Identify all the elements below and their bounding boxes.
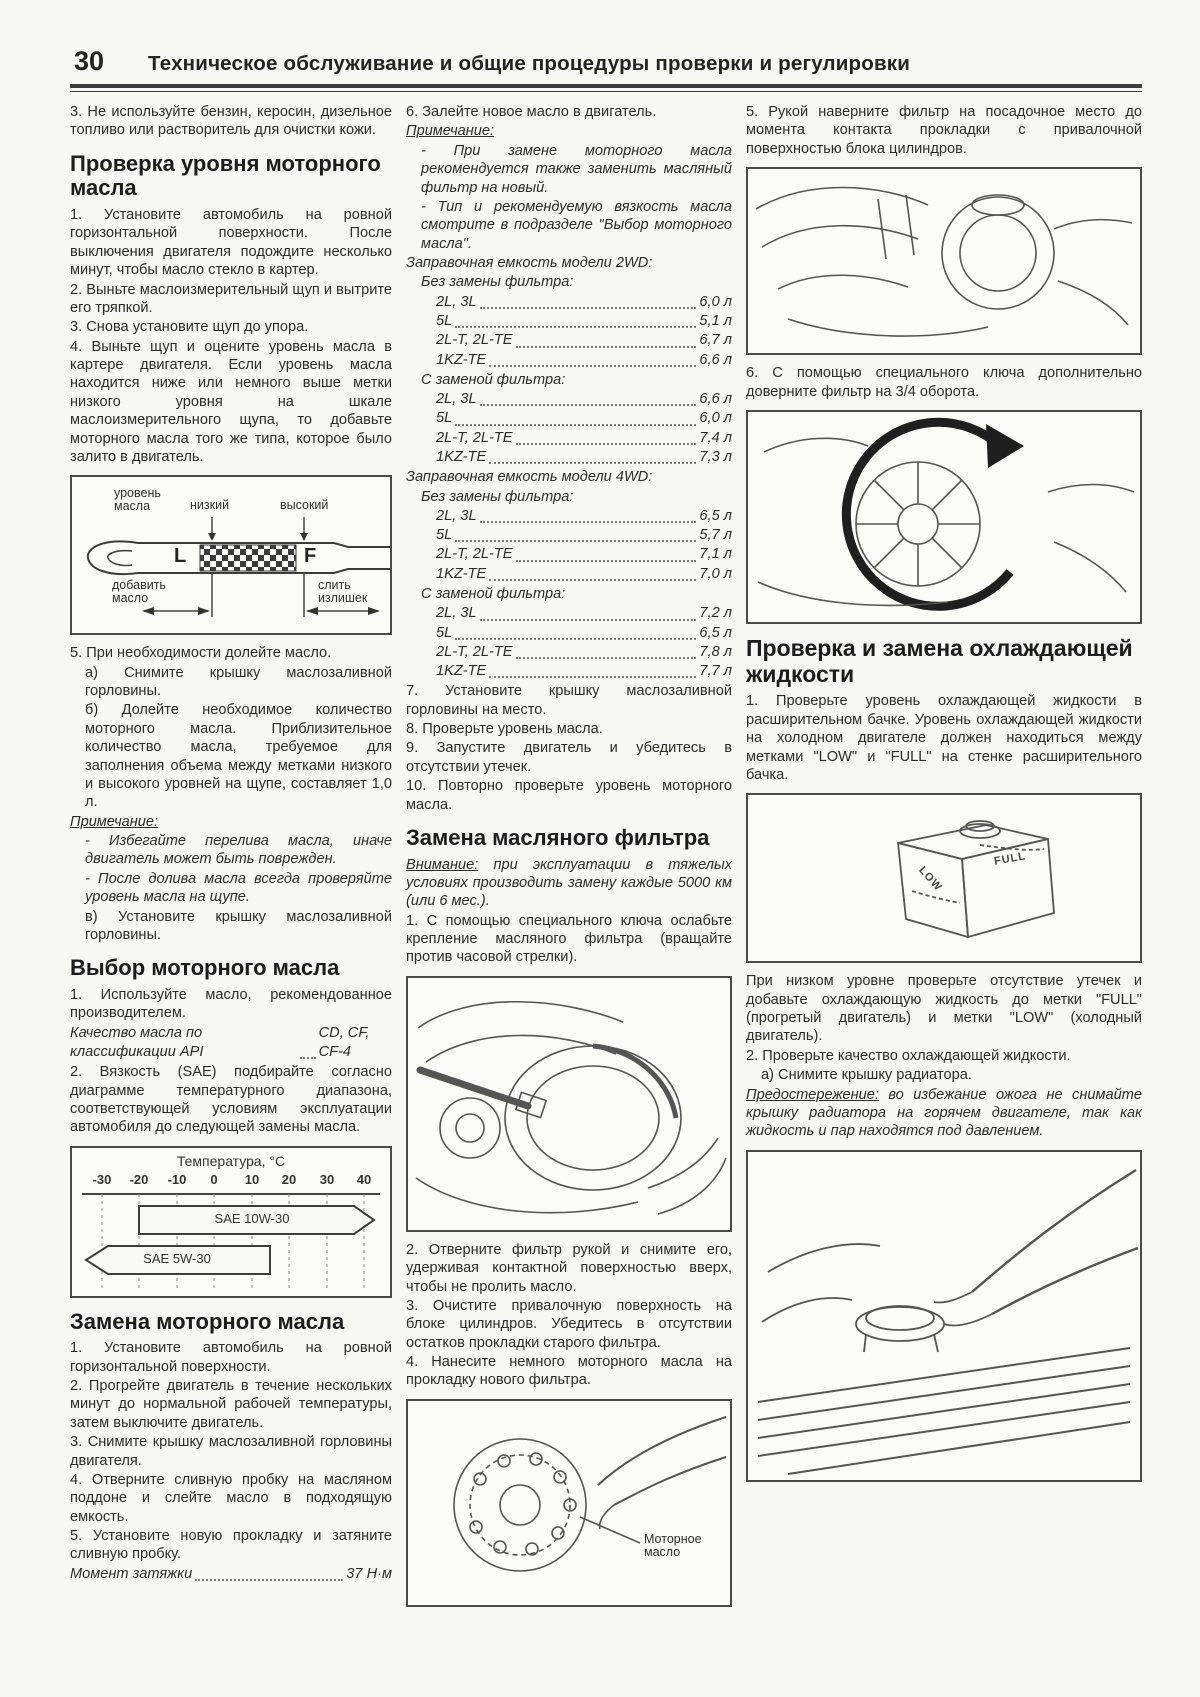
- engine-models: 5L: [436, 624, 453, 641]
- header-rule: [70, 84, 1142, 92]
- page-number: 30: [74, 46, 105, 76]
- caution-text: во избежание ожога не снимайте крышку радиатора на горячем двигателе, так как жидкость и пар находятся под давлением.: [746, 1086, 1142, 1140]
- paragraph: 8. Проверьте уровень масла.: [406, 721, 603, 737]
- paragraph: а) Снимите крышку радиатора.: [761, 1067, 972, 1084]
- x-tick: 0: [210, 1171, 218, 1187]
- dipstick-mark-F: F: [304, 545, 317, 568]
- capacity-row: [406, 312, 732, 331]
- dotted-leader: [516, 443, 697, 445]
- expansion-tank-figure-art: [748, 795, 1140, 961]
- engine-models: 1KZ-TE: [436, 663, 487, 679]
- capacity-subheading: Без замены фильтра:: [421, 488, 574, 505]
- dotted-leader: [489, 462, 696, 464]
- dotted-leader: [516, 346, 697, 348]
- tank-full-mark: FULL: [993, 850, 1027, 868]
- paragraph: 10. Повторно проверьте уровень моторного масла.: [406, 778, 732, 813]
- tank-low-mark: LOW: [916, 864, 945, 894]
- note-item: - При замене моторного масла рекомендуется также заменить масляный фильтр на новый.: [421, 142, 732, 196]
- capacity-row: [406, 331, 732, 350]
- filter-tighten-figure-art: [748, 412, 1140, 622]
- paragraph: 3. Снова установите щуп до упора.: [70, 319, 309, 336]
- capacity-row: [406, 604, 732, 623]
- x-tick: -10: [167, 1171, 187, 1187]
- paragraph: 5. Рукой наверните фильтр на посадочное место до момента контакта прокладки с привалочной поверхностью блока цилиндров.: [746, 104, 1142, 157]
- capacity-row: [406, 662, 732, 681]
- capacity-value: 7,1 л: [699, 546, 732, 563]
- paragraph: 1. Установите автомобиль на ровной горизонтальной поверхности.: [70, 1340, 392, 1375]
- x-tick: 10: [244, 1171, 260, 1187]
- note-label: Примечание:: [406, 123, 495, 140]
- paragraph: 3. Очистите привалочную поверхность на блоке цилиндров. Убедитесь в отсутствии остатков прокладки старого фильтра.: [406, 1297, 732, 1351]
- dotted-leader: [455, 424, 696, 426]
- dotted-leader: [516, 657, 697, 659]
- paragraph: 7. Установите крышку маслозаливной горловины на место.: [406, 683, 732, 718]
- radiator-cap-figure-art: [748, 1152, 1140, 1480]
- dotted-leader: [516, 560, 697, 562]
- capacity-row: [406, 351, 732, 370]
- bar-label-sae-10w30: SAE 10W-30: [214, 1210, 290, 1226]
- capacity-value: 7,0 л: [699, 565, 732, 582]
- section-title-oil-level-check: Проверка уровня моторного масла: [70, 150, 381, 201]
- capacity-subheading: Без замены фильтра:: [421, 274, 574, 291]
- capacity-value: 7,8 л: [699, 643, 732, 660]
- capacity-row: [406, 545, 732, 564]
- page-header: [70, 46, 1142, 84]
- capacity-value: 6,0 л: [699, 410, 732, 427]
- capacity-value: 6,0 л: [699, 293, 732, 310]
- paragraph: 2. Выньте маслоизмерительный щуп и вытрите его тряпкой.: [70, 281, 392, 316]
- dotted-leader: [480, 521, 697, 523]
- engine-models: 5L: [436, 527, 453, 544]
- section-title-oil-change: Замена моторного масла: [70, 1308, 345, 1334]
- expansion-tank-figure: [746, 793, 1142, 963]
- dipstick-high-label: высокий: [280, 498, 329, 513]
- capacity-2wd-title: Заправочная емкость модели 2WD:: [406, 255, 653, 271]
- dotted-leader: [195, 1579, 343, 1581]
- capacity-value: 7,3 л: [699, 448, 732, 465]
- motor-oil-callout: Моторное масло: [644, 1531, 702, 1559]
- capacity-value: 6,6 л: [699, 351, 732, 368]
- section-title-coolant: Проверка и замена охлаждающей жидкости: [746, 634, 1133, 687]
- new-filter-oil-figure: [406, 1399, 732, 1607]
- paragraph: При низком уровне проверьте отсутствие утечек и добавьте охлаждающую жидкость до метки "FULL" (прогретый двигатель) и метки "LOW" (холодный двигатель).: [746, 973, 1142, 1045]
- torque-spec-row: [70, 1565, 392, 1584]
- warning-text: при эксплуатации в тяжелых условиях производить замену каждые 5000 км (или 6 мес.).: [406, 856, 732, 910]
- column-middle: [406, 102, 732, 1616]
- new-filter-oil-figure-art: [408, 1401, 728, 1605]
- section-title-oil-choice: Выбор моторного масла: [70, 955, 340, 981]
- content-columns: [70, 102, 1142, 1616]
- capacity-value: 7,7 л: [699, 663, 732, 679]
- dotted-leader: [300, 1057, 316, 1059]
- filter-seating-figure-art: [748, 169, 1140, 353]
- oil-api-spec-label: Качество масла по классификации API: [70, 1024, 204, 1060]
- engine-models: 2L, 3L: [436, 605, 477, 622]
- engine-models: 5L: [436, 410, 453, 427]
- dotted-leader: [489, 365, 696, 367]
- x-tick: 20: [281, 1171, 297, 1187]
- capacity-value: 5,1 л: [699, 313, 732, 329]
- radiator-cap-figure: [746, 1150, 1142, 1482]
- capacity-value: 6,5 л: [699, 624, 732, 641]
- paragraph: 4. Отверните сливную пробку на масляном поддоне и слейте масло в подходящую емкость.: [70, 1471, 392, 1525]
- viscosity-chart-figure: [70, 1146, 392, 1298]
- dotted-leader: [480, 619, 697, 621]
- engine-models: 1KZ-TE: [436, 565, 487, 582]
- paragraph: 1. Используйте масло, рекомендованное производителем.: [70, 986, 392, 1022]
- oil-api-spec-row: [70, 1024, 392, 1063]
- dotted-leader: [455, 638, 696, 640]
- engine-models: 2L-T, 2L-TE: [436, 429, 513, 446]
- paragraph: 2. Прогрейте двигатель в течение нескольких минут до нормальной рабочей температуры, затем выключите двигатель.: [70, 1378, 392, 1431]
- paragraph: 5. При необходимости долейте масло.: [70, 645, 332, 662]
- dotted-leader: [489, 579, 696, 581]
- capacity-row: [406, 448, 732, 467]
- filter-wrench-figure-art: [408, 978, 728, 1230]
- caution-label: Предостережение:: [746, 1086, 879, 1103]
- paragraph: 3. Не используйте бензин, керосин, дизельное топливо или растворитель для очистки кожи.: [70, 104, 392, 139]
- capacity-row: [406, 526, 732, 545]
- capacity-value: 6,7 л: [699, 332, 732, 349]
- engine-models: 2L, 3L: [436, 391, 477, 408]
- paragraph: 1. Проверьте уровень охлаждающей жидкости в расширительном бачке. Уровень охлаждающей жидкости на холодном двигателе должен находиться между метками "LOW" и "FULL" на стенке расширительного бачка.: [746, 693, 1142, 783]
- paragraph: 6. Залейте новое масло в двигатель.: [406, 104, 657, 120]
- engine-models: 5L: [436, 313, 453, 329]
- capacity-value: 5,7 л: [699, 527, 732, 544]
- section-title-filter-change: Замена масляного фильтра: [406, 824, 710, 850]
- engine-models: 2L, 3L: [436, 507, 477, 524]
- chart-title: Температура, °C: [176, 1152, 286, 1169]
- column-left: [70, 102, 392, 1584]
- paragraph: в) Установите крышку маслозаливной горловины.: [85, 908, 392, 943]
- capacity-row: [406, 624, 732, 643]
- dotted-leader: [489, 676, 696, 678]
- paragraph: 2. Проверьте качество охлаждающей жидкости.: [746, 1047, 1071, 1064]
- capacity-subheading: С заменой фильтра:: [421, 371, 566, 388]
- capacity-value: 7,2 л: [699, 605, 732, 622]
- paragraph: 2. Вязкость (SAE) подбирайте согласно диаграмме температурного диапазона, соответствующей условиям эксплуатации автомобиля до следующей замены масла.: [70, 1064, 392, 1136]
- note-label: Примечание:: [70, 813, 159, 830]
- filter-seating-figure: [746, 167, 1142, 355]
- note-item: - Тип и рекомендуемую вязкость масла смотрите в подразделе "Выбор моторного масла".: [421, 198, 732, 252]
- capacity-row: [406, 643, 732, 662]
- dotted-leader: [455, 540, 696, 542]
- oil-api-spec-value: CD, CF, CF-4: [318, 1024, 370, 1060]
- torque-value: 37 Н·м: [346, 1565, 392, 1582]
- capacity-row: [406, 390, 732, 409]
- note-item: - Избегайте перелива масла, иначе двигатель может быть поврежден.: [85, 833, 392, 868]
- capacity-row: [406, 565, 732, 584]
- dipstick-drain-label: слить излишек: [318, 578, 368, 606]
- x-tick: 40: [356, 1171, 372, 1187]
- warning-label: Внимание:: [406, 856, 479, 873]
- dipstick-add-label: добавить масло: [112, 578, 166, 606]
- bar-label-sae-5w30: SAE 5W-30: [143, 1250, 211, 1266]
- engine-models: 2L-T, 2L-TE: [436, 643, 513, 660]
- filter-wrench-figure: [406, 976, 732, 1232]
- capacity-value: 6,6 л: [699, 391, 732, 408]
- dipstick-low-label: низкий: [190, 498, 230, 513]
- paragraph: 1. Установите автомобиль на ровной горизонтальной поверхности. После выключения двигателя подождите несколько минут, чтобы масло стекло в картер.: [70, 207, 392, 279]
- capacity-row: [406, 293, 732, 312]
- capacity-subheading: С заменой фильтра:: [421, 585, 566, 602]
- x-tick: 30: [319, 1171, 335, 1187]
- dotted-leader: [480, 307, 697, 309]
- column-right: [746, 102, 1142, 1491]
- dipstick-mark-L: L: [174, 545, 187, 568]
- paragraph: а) Снимите крышку маслозаливной горловины.: [85, 664, 392, 699]
- capacity-row: [406, 409, 732, 428]
- capacity-value: 7,4 л: [699, 429, 732, 446]
- engine-models: 2L, 3L: [436, 293, 477, 310]
- dotted-leader: [480, 404, 697, 406]
- filter-tighten-figure: [746, 410, 1142, 624]
- paragraph: б) Долейте необходимое количество моторного масла. Приблизительное количество масла, требуемое для заполнения объема между метками низкого и высокого уровней на щупе, составляет 1,0 л.: [85, 702, 392, 811]
- dipstick-level-label: уровень масла: [114, 486, 161, 514]
- engine-models: 1KZ-TE: [436, 448, 487, 465]
- engine-models: 2L-T, 2L-TE: [436, 332, 513, 349]
- paragraph: 6. С помощью специального ключа дополнительно доверните фильтр на 3/4 оборота.: [746, 365, 1142, 400]
- capacity-4wd-title: Заправочная емкость модели 4WD:: [406, 469, 653, 486]
- engine-models: 1KZ-TE: [436, 351, 487, 368]
- dipstick-figure: [70, 475, 392, 635]
- paragraph: 5. Установите новую прокладку и затяните сливную пробку.: [70, 1528, 392, 1563]
- capacity-value: 6,5 л: [699, 507, 732, 524]
- paragraph: 3. Снимите крышку маслозаливной горловины двигателя.: [70, 1434, 392, 1469]
- paragraph: 9. Запустите двигатель и убедитесь в отсутствии утечек.: [406, 740, 732, 775]
- capacity-row: [406, 507, 732, 526]
- paragraph: 2. Отверните фильтр рукой и снимите его, удерживая контактной поверхностью вверх, чтобы не пролить масло.: [406, 1241, 732, 1295]
- capacity-row: [406, 429, 732, 448]
- dotted-leader: [455, 326, 696, 328]
- paragraph: 4. Нанесите немного моторного масла на прокладку нового фильтра.: [406, 1354, 732, 1389]
- x-tick: -30: [92, 1171, 112, 1187]
- x-tick: -20: [129, 1171, 149, 1187]
- paragraph: 1. С помощью специального ключа ослабьте крепление масляного фильтра (вращайте против часовой стрелки).: [406, 912, 732, 966]
- engine-models: 2L-T, 2L-TE: [436, 546, 513, 563]
- note-item: - После долива масла всегда проверяйте уровень масла на щупе.: [85, 870, 392, 906]
- paragraph: 4. Выньте щуп и оцените уровень масла в картере двигателя. Если уровень масла находится ниже или немного выше метки низкого уровня на шкале маслоизмерительного щупа, то добавьте моторного масла того же типа, которое было залито в двигатель.: [70, 338, 392, 465]
- page-title: Техническое обслуживание и общие процедуры проверки и регулировки: [148, 52, 911, 75]
- torque-label: Момент затяжки: [70, 1565, 193, 1582]
